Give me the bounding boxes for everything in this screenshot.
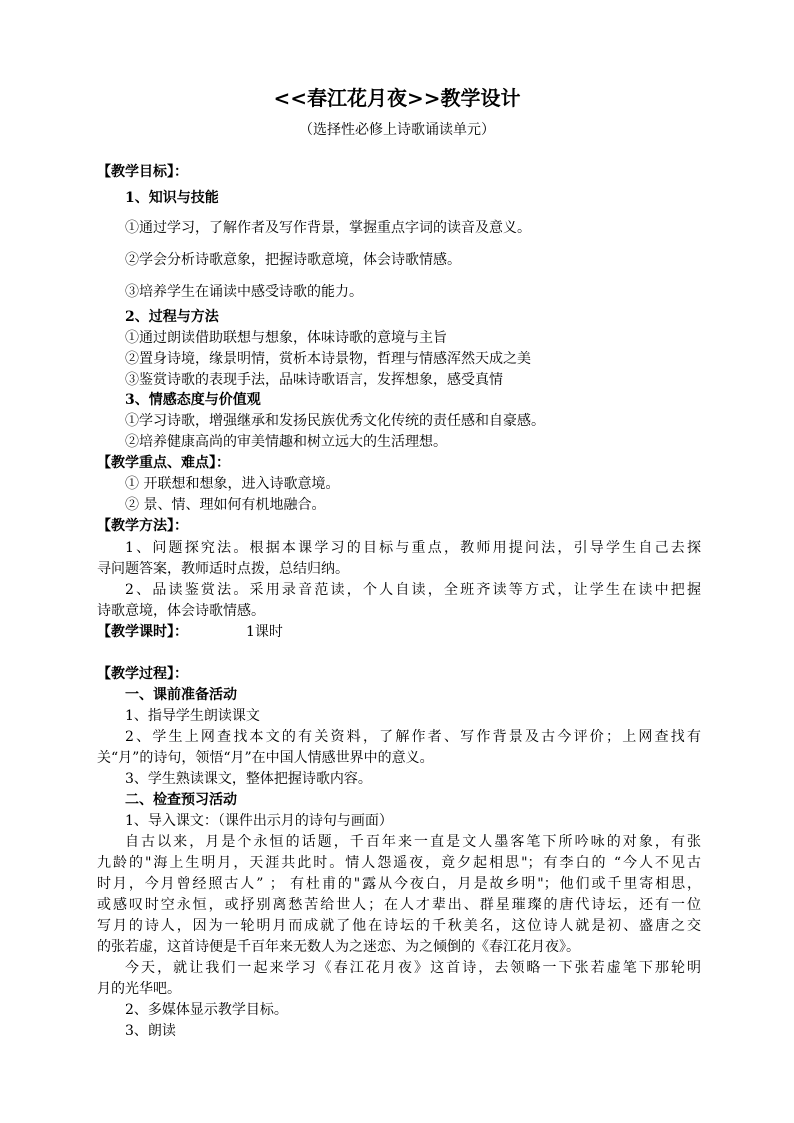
goals-heading: 【教学目标】： [97,164,188,180]
part1-heading: 一、课前准备活动 [125,687,237,703]
method-1-line-1: 1、问题探究法。根据本课学习的目标与重点，教师用提问法，引导学生自己去探 [125,540,701,556]
part1-step-2-line-2: 关“月”的诗句，领悟“月”在中国人情感世界中的意义。 [97,750,434,766]
method-2-line-2: 诗歌意境，体会诗歌情感。 [97,603,265,619]
keypoint-item-2: ② 景、情、理如何有机地融合。 [125,497,326,513]
methods-heading: 【教学方法】： [97,518,188,534]
part2-step-2: 2、多媒体显示教学目标。 [125,1002,288,1018]
intro-line-2: 九龄的"海上生明月，天涯共此时。情人怨遥夜，竟夕起相思"；有李白的 “今人不见古 [97,855,701,871]
intro-line-5: 写月的诗人，因为一轮明月而成就了他在诗坛的千秋美名，这位诗人就是初、盛唐之交 [97,918,701,934]
part2-step-1: 1、导入课文：（课件出示月的诗句与画面） [125,813,393,829]
hours-value: 1课时 [246,624,283,640]
emotion-item-1: ①学习诗歌，增强继承和发扬民族优秀文化传统的责任感和自豪感。 [125,413,545,429]
knowledge-heading: 1、知识与技能 [125,190,219,206]
part2-step-3: 3、朗读 [125,1023,176,1039]
keypoints-heading: 【教学重点、难点】： [97,455,230,471]
method-1-line-2: 寻问题答案，教师适时点拨，总结归纳。 [97,561,349,577]
today-line-2: 月的光华吧。 [97,981,181,997]
process-item-3: ③鉴赏诗歌的表现手法，品味诗歌语言，发挥想象，感受真情 [125,372,503,388]
doc-title: <<春江花月夜>>教学设计 [273,86,521,110]
doc-subtitle: （选择性必修上诗歌诵读单元） [299,122,495,138]
intro-line-3: 时月，今月曾经照古人” ； 有杜甫的"露从今夜白，月是故乡明"；他们或千里寄相思， [97,876,701,892]
hours-heading: 【教学课时】： [97,624,188,640]
intro-line-1: 自古以来，月是个永恒的话题，千百年来一直是文人墨客笔下所吟咏的对象，有张 [125,834,701,850]
part2-heading: 二、检查预习活动 [125,792,237,808]
part1-step-2-line-1: 2、学生上网查找本文的有关资料，了解作者、写作背景及古今评价；上网查找有 [125,729,701,745]
process-heading: 2、过程与方法 [125,309,219,325]
emotion-item-2: ②培养健康高尚的审美情趣和树立远大的生活理想。 [125,434,447,450]
method-2-line-1: 2、品读鉴赏法。采用录音范读，个人自读，全班齐读等方式，让学生在读中把握 [125,582,701,598]
process-item-1: ①通过朗读借助联想与想象，体味诗歌的意境与主旨 [125,330,447,346]
knowledge-item-2: ②学会分析诗歌意象，把握诗歌意境，体会诗歌情感。 [125,252,461,268]
knowledge-item-3: ③培养学生在诵读中感受诗歌的能力。 [125,284,363,300]
process-item-2: ②置身诗境，缘景明情，赏析本诗景物，哲理与情感浑然天成之美 [125,351,531,367]
keypoint-item-1: ① 开联想和想象，进入诗歌意境。 [125,476,340,492]
emotion-heading: 3、情感态度与价值观 [125,392,261,408]
part1-step-3: 3、学生熟读课文，整体把握诗歌内容。 [125,771,372,787]
intro-line-4: 或感叹时空永恒，或抒别离愁苦给世人；在人才辈出、群星璀璨的唐代诗坛，还有一位 [97,897,701,913]
today-line-1: 今天，就让我们一起来学习《春江花月夜》这首诗，去领略一下张若虚笔下那轮明 [125,960,701,976]
intro-line-6: 的张若虚，这首诗便是千百年来无数人为之迷恋、为之倾倒的《春江花月夜》。 [97,939,580,955]
knowledge-item-1: ①通过学习，了解作者及写作背景，掌握重点字词的读音及意义。 [125,220,531,236]
part1-step-1: 1、指导学生朗读课文 [125,708,260,724]
procedure-heading: 【教学过程】： [97,666,188,682]
